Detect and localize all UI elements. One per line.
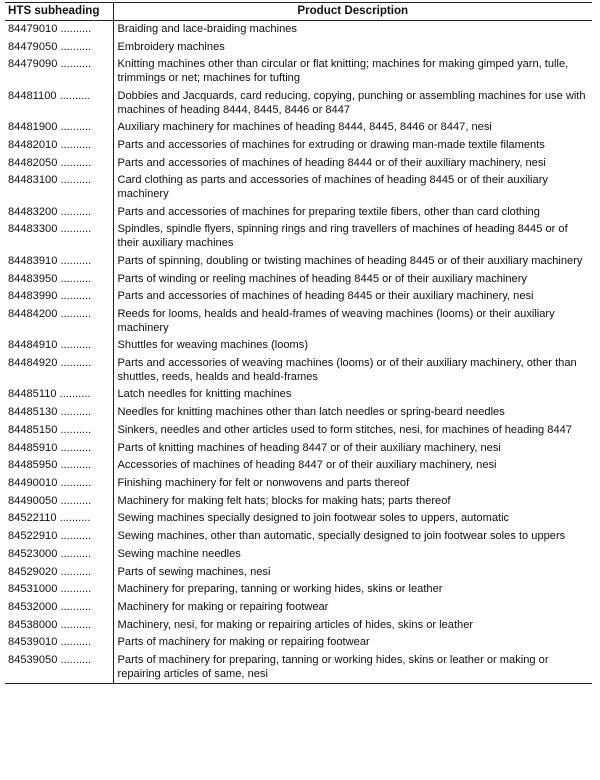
hts-code-cell: 84485150 .......... [8, 423, 92, 436]
product-description-cell: Dobbies and Jacquards, card reducing, copying, punching or assembling machines for use with machines of heading 8444, 8445, 8446 or 8447 [113, 88, 592, 119]
table-row [5, 204, 592, 222]
product-description-cell: Latch needles for knitting machines [113, 386, 592, 404]
table-row [5, 599, 592, 617]
hts-code-cell: 84483200 .......... [8, 205, 92, 218]
product-description-cell: Parts and accessories of machines for extruding or drawing man-made textile filaments [113, 137, 592, 155]
hts-code-cell: 84483300 .......... [8, 223, 92, 236]
hts-code-cell: 84490010 .......... [8, 476, 92, 489]
table-row [5, 493, 592, 511]
table-row [5, 119, 592, 137]
product-description-cell: Parts and accessories of machines of heading 8445 or their auxiliary machinery, nesi [113, 288, 592, 306]
table-row [5, 271, 592, 289]
hts-code-cell: 84483910 .......... [8, 254, 92, 267]
hts-code-cell: 84481100 .......... [8, 89, 91, 102]
product-description-cell: Parts of spinning, doubling or twisting machines of heading 8445 or of their auxiliary machinery [113, 253, 592, 271]
product-description-cell: Machinery for making or repairing footwear [113, 599, 592, 617]
table-row [5, 21, 592, 39]
hts-code-cell: 84531000 .......... [8, 583, 92, 596]
product-description-cell: Parts of machinery for preparing, tanning or working hides, skins or leather or making or repairing articles of same, nesi [113, 652, 592, 684]
table-row [5, 652, 592, 684]
hts-code-cell: 84485950 .......... [8, 459, 92, 472]
table-row [5, 253, 592, 271]
hts-code-cell: 84479090 .......... [8, 58, 92, 71]
product-description-cell: Machinery, nesi, for making or repairing articles of hides, skins or leather [113, 617, 592, 635]
table-row [5, 355, 592, 386]
header-product-description: Product Description [113, 3, 592, 21]
hts-code-cell: 84479010 .......... [8, 23, 92, 35]
product-description-cell: Spindles, spindle flyers, spinning rings and ring travellers of machines of heading 8445 or of their auxiliary machines [113, 221, 592, 252]
table-body [5, 21, 592, 684]
hts-code-cell: 84484910 .......... [8, 339, 92, 352]
product-description-cell: Shuttles for weaving machines (looms) [113, 337, 592, 355]
hts-code-cell: 84485110 .......... [8, 388, 91, 401]
table-row [5, 137, 592, 155]
table-row [5, 39, 592, 57]
table-row [5, 617, 592, 635]
table-row [5, 306, 592, 337]
product-description-cell: Sinkers, needles and other articles used to form stitches, nesi, for machines of heading 8447 [113, 422, 592, 440]
hts-code-cell: 84481900 .......... [8, 121, 92, 134]
header-hts-subheading: HTS subheading [8, 4, 100, 17]
product-description-cell: Parts of sewing machines, nesi [113, 564, 592, 582]
table-row [5, 457, 592, 475]
product-description-cell: Parts of machinery for making or repairing footwear [113, 634, 592, 652]
product-description-cell: Machinery for preparing, tanning or working hides, skins or leather [113, 581, 592, 599]
table-header [5, 3, 592, 21]
product-description-cell: Auxiliary machinery for machines of heading 8444, 8445, 8446 or 8447, nesi [113, 119, 592, 137]
product-description-cell: Parts and accessories of machines for preparing textile fibers, other than card clothing [113, 204, 592, 222]
product-description-cell: Embroidery machines [113, 39, 592, 57]
hts-code-cell: 84483990 .......... [8, 290, 92, 303]
hts-code-cell: 84529020 .......... [8, 565, 92, 578]
table-row [5, 386, 592, 404]
product-description-cell: Parts of winding or reeling machines of heading 8445 or of their auxiliary machinery [113, 271, 592, 289]
product-description-cell: Machinery for making felt hats; blocks for making hats; parts thereof [113, 493, 592, 511]
table-row [5, 88, 592, 119]
hts-table [5, 2, 592, 684]
table-row [5, 528, 592, 546]
hts-code-cell: 84485910 .......... [8, 441, 92, 454]
table-row [5, 337, 592, 355]
hts-code-cell: 84485130 .......... [8, 406, 92, 419]
product-description-cell: Parts and accessories of machines of heading 8444 or of their auxiliary machinery, nesi [113, 155, 592, 173]
hts-code-cell: 84484920 .......... [8, 357, 92, 370]
table-row [5, 475, 592, 493]
hts-code-cell: 84539050 .......... [8, 654, 92, 667]
table-row [5, 510, 592, 528]
hts-code-cell: 84482050 .......... [8, 156, 92, 169]
product-description-cell: Accessories of machines of heading 8447 or of their auxiliary machinery, nesi [113, 457, 592, 475]
hts-code-cell: 84532000 .......... [8, 600, 92, 613]
product-description-cell: Parts of knitting machines of heading 8447 or of their auxiliary machinery, nesi [113, 440, 592, 458]
product-description-cell: Sewing machines, other than automatic, specially designed to join footwear soles to uppers [113, 528, 592, 546]
hts-code-cell: 84538000 .......... [8, 618, 92, 631]
hts-code-cell: 84483950 .......... [8, 272, 92, 285]
hts-code-cell: 84482010 .......... [8, 138, 92, 151]
table-row [5, 172, 592, 203]
table-row [5, 56, 592, 87]
table-row [5, 634, 592, 652]
table-row [5, 288, 592, 306]
table-row [5, 564, 592, 582]
product-description-cell: Knitting machines other than circular or flat knitting; machines for making gimped yarn, tulle, trimmings or net; machines for tufting [113, 56, 592, 87]
product-description-cell: Parts and accessories of weaving machines (looms) or of their auxiliary machinery, other than shuttles, reeds, healds and heald-frames [113, 355, 592, 386]
table-row [5, 404, 592, 422]
table-row [5, 155, 592, 173]
product-description-cell: Braiding and lace-braiding machines [113, 21, 592, 39]
product-description-cell: Card clothing as parts and accessories of machines of heading 8445 or of their auxiliary machinery [113, 172, 592, 203]
header-row [5, 3, 592, 21]
product-description-cell: Sewing machine needles [113, 546, 592, 564]
hts-code-cell: 84539010 .......... [8, 636, 92, 649]
hts-code-cell: 84483100 .......... [8, 174, 92, 187]
table-row [5, 581, 592, 599]
hts-code-cell: 84522110 .......... [8, 512, 91, 525]
hts-code-cell: 84479050 .......... [8, 40, 92, 53]
table-row [5, 221, 592, 252]
hts-code-cell: 84523000 .......... [8, 547, 92, 560]
product-description-cell: Reeds for looms, healds and heald-frames of weaving machines (looms) or their auxiliary machinery [113, 306, 592, 337]
table-row [5, 440, 592, 458]
hts-code-cell: 84522910 .......... [8, 530, 92, 543]
hts-code-cell: 84490050 .......... [8, 494, 92, 507]
product-description-cell: Sewing machines specially designed to join footwear soles to uppers, automatic [113, 510, 592, 528]
product-description-cell: Finishing machinery for felt or nonwovens and parts thereof [113, 475, 592, 493]
table-row [5, 422, 592, 440]
table-row [5, 546, 592, 564]
hts-code-cell: 84484200 .......... [8, 307, 92, 320]
product-description-cell: Needles for knitting machines other than latch needles or spring-beard needles [113, 404, 592, 422]
